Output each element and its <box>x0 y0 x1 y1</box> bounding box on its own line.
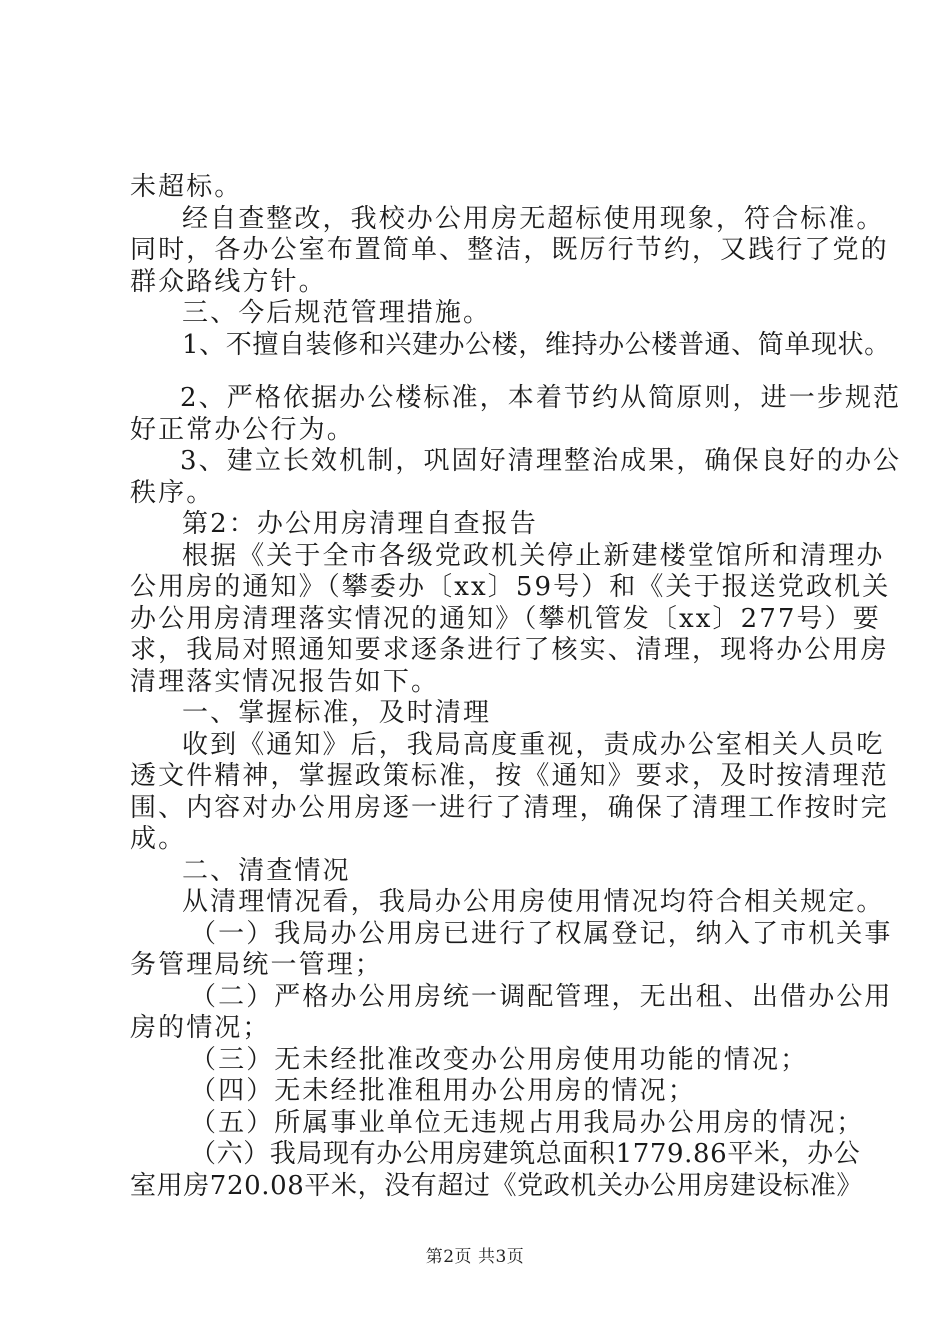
text-line: 同时，各办公室布置简单、整洁，既厉行节约，又践行了党的 <box>130 235 889 265</box>
list-item: （三）无未经批准改变办公用房使用功能的情况； <box>190 1044 809 1075</box>
text-line: 公用房的通知》（攀委办〔xx〕59号）和《关于报送党政机关 <box>130 572 891 602</box>
section-heading: 二、清查情况 <box>182 855 351 886</box>
text-line: 2、严格依据办公楼标准，本着节约从简原则，进一步规范 <box>180 383 902 413</box>
text-line: 好正常办公行为。 <box>130 414 355 445</box>
text-line: 房的情况； <box>130 1013 271 1043</box>
text-line: 3、建立长效机制，巩固好清理整治成果，确保良好的办公 <box>180 446 902 476</box>
text-line: 从清理情况看，我局办公用房使用情况均符合相关规定。 <box>182 887 885 917</box>
list-item: （一）我局办公用房已进行了权属登记，纳入了市机关事 <box>190 918 893 949</box>
page-footer: 第2页 共3页 <box>425 1247 525 1267</box>
list-item: （二）严格办公用房统一调配管理，无出租、出借办公用 <box>190 981 893 1012</box>
text-line: 经自查整改，我校办公用房无超标使用现象，符合标准。 <box>182 203 885 234</box>
text-line: 1、不擅自装修和兴建办公楼，维持办公楼普通、简单现状。 <box>182 329 891 360</box>
report-title: 第2：办公用房清理自查报告 <box>182 509 538 539</box>
paragraph-gap <box>130 361 830 383</box>
text-line: 求，我局对照通知要求逐条进行了核实、清理，现将办公用房 <box>130 635 889 665</box>
text-line: 围、内容对办公用房逐一进行了清理，确保了清理工作按时完 <box>130 792 889 823</box>
text-line: 室用房720.08平米，没有超过《党政机关办公用房建设标准》 <box>130 1170 863 1201</box>
document-body <box>130 172 902 1202</box>
list-item: （四）无未经批准租用办公用房的情况； <box>190 1076 696 1106</box>
text-line: 收到《通知》后，我局高度重视，责成办公室相关人员吃 <box>182 729 885 760</box>
text-line: 成。 <box>130 824 187 854</box>
text-line: 清理落实情况报告如下。 <box>130 666 440 697</box>
text-line: 根据《关于全市各级党政机关停止新建楼堂馆所和清理办 <box>182 540 885 571</box>
text-line: 群众路线方针。 <box>130 266 327 297</box>
list-item: （五）所属事业单位无违规占用我局办公用房的情况； <box>190 1107 865 1138</box>
section-heading: 一、掌握标准，及时清理 <box>182 698 492 728</box>
text-line: 未超标。 <box>130 172 243 202</box>
text-line: 秩序。 <box>130 477 215 508</box>
section-heading: 三、今后规范管理措施。 <box>182 298 492 328</box>
text-line: 办公用房清理落实情况的通知》（攀机管发〔xx〕277号）要 <box>130 603 881 634</box>
list-item: （六）我局现有办公用房建筑总面积1779.86平米，办公 <box>190 1139 861 1169</box>
text-line: 透文件精神，掌握政策标准，按《通知》要求，及时按清理范 <box>130 761 889 791</box>
text-line: 务管理局统一管理； <box>130 950 383 980</box>
